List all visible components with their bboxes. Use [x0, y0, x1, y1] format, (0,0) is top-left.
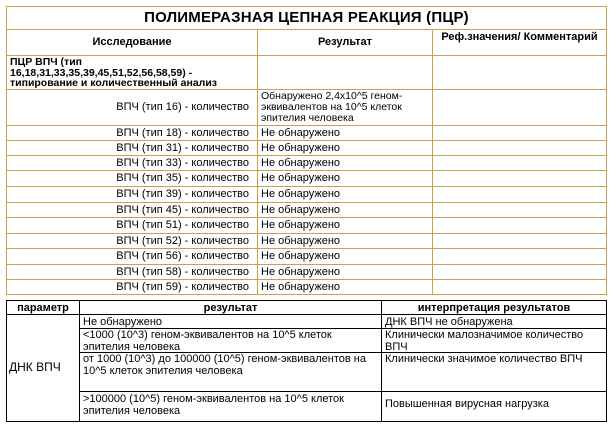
result-value: Не обнаружено: [257, 141, 432, 155]
group-row: [7, 55, 606, 89]
study-name: ВПЧ (тип 56) - количество: [116, 250, 249, 262]
result-range: Не обнаружено: [83, 316, 163, 328]
result-value: Не обнаружено: [257, 249, 432, 264]
header-row: [7, 29, 606, 55]
study-name: ВПЧ (тип 52) - количество: [116, 235, 249, 247]
table-row: [7, 186, 606, 202]
reference-value: [432, 141, 606, 155]
result-range: >100000 (10^5) геном-эквивалентов на 10^5 клеток эпителия человека: [83, 393, 344, 417]
result-value: Не обнаружено: [257, 126, 432, 140]
study-name: ВПЧ (тип 39) - количество: [116, 188, 249, 200]
result-value: Не обнаружено: [257, 171, 432, 186]
table-row: [7, 248, 606, 264]
parameter-name: ДНК ВПЧ: [9, 361, 61, 374]
table-row: [7, 202, 606, 217]
header-study: Исследование: [92, 36, 172, 48]
interpretation-table: [6, 300, 607, 422]
study-name: ВПЧ (тип 45) - количество: [116, 204, 249, 216]
interpretation-text: Клинически малозначимое количество ВПЧ: [385, 329, 584, 353]
reference-value: [432, 234, 606, 248]
group-result-empty: [257, 56, 432, 89]
study-name: ВПЧ (тип 51) - количество: [116, 219, 249, 231]
table-row: [7, 89, 606, 125]
reference-value: [432, 218, 606, 233]
study-name: ВПЧ (тип 16) - количество: [116, 101, 249, 113]
row-divider: [79, 391, 606, 392]
header-interpretation: интерпретация результатов: [417, 302, 571, 314]
reference-value: [432, 203, 606, 217]
result-value: Не обнаружено: [257, 280, 432, 294]
interpretation-text: Клинически значимое количество ВПЧ: [385, 353, 583, 365]
table-row: [7, 140, 606, 155]
group-reference-empty: [432, 56, 606, 89]
result-value: Не обнаружено: [257, 265, 432, 279]
table-title: ПОЛИМЕРАЗНАЯ ЦЕПНАЯ РЕАКЦИЯ (ПЦР): [144, 9, 469, 26]
pcr-results-table: [6, 6, 607, 295]
header-result: Результат: [257, 30, 432, 55]
reference-value: [432, 187, 606, 202]
reference-value: [432, 249, 606, 264]
study-name: ВПЧ (тип 35) - количество: [116, 172, 249, 184]
result-value: Не обнаружено: [257, 187, 432, 202]
study-name: ВПЧ (тип 59) - количество: [116, 281, 249, 293]
result-value: Обнаружено 2,4x10^5 геном-эквивалентов на 10^5 клеток эпителия человека: [257, 90, 432, 125]
table-row: [7, 279, 606, 294]
result-value: Не обнаружено: [257, 156, 432, 170]
header-reference: Реф.значения/ Комментарий: [432, 30, 606, 55]
reference-value: [432, 171, 606, 186]
study-name: ВПЧ (тип 33) - количество: [116, 157, 249, 169]
interpretation-text: Повышенная вирусная нагрузка: [385, 398, 549, 410]
table-row: [7, 125, 606, 140]
header-parameter: параметр: [17, 302, 69, 314]
result-range: от 1000 (10^3) до 100000 (10^5) геном-эквивалентов на 10^5 клеток эпителия человека: [83, 353, 366, 377]
header-result: результат: [203, 302, 258, 314]
study-name: ВПЧ (тип 18) - количество: [116, 127, 249, 139]
row-divider: [7, 314, 606, 315]
column-divider: [79, 301, 80, 421]
table-row: [7, 264, 606, 279]
reference-value: [432, 280, 606, 294]
column-divider: [381, 301, 382, 421]
group-label: ПЦР ВПЧ (тип 16,18,31,33,35,39,45,51,52,56,58,59) - типирование и количественный анализ: [10, 56, 218, 89]
reference-value: [432, 90, 606, 125]
reference-value: [432, 126, 606, 140]
table-row: [7, 233, 606, 248]
reference-value: [432, 265, 606, 279]
interpretation-text: ДНК ВПЧ не обнаружена: [385, 316, 513, 328]
table-row: [7, 155, 606, 170]
study-name: ВПЧ (тип 58) - количество: [116, 266, 249, 278]
study-name: ВПЧ (тип 31) - количество: [116, 142, 249, 154]
table-row: [7, 217, 606, 233]
result-value: Не обнаружено: [257, 234, 432, 248]
reference-value: [432, 156, 606, 170]
result-value: Не обнаружено: [257, 203, 432, 217]
result-value: Не обнаружено: [257, 218, 432, 233]
result-range: <1000 (10^3) геном-эквивалентов на 10^5 клеток эпителия человека: [83, 329, 332, 353]
table-row: [7, 170, 606, 186]
